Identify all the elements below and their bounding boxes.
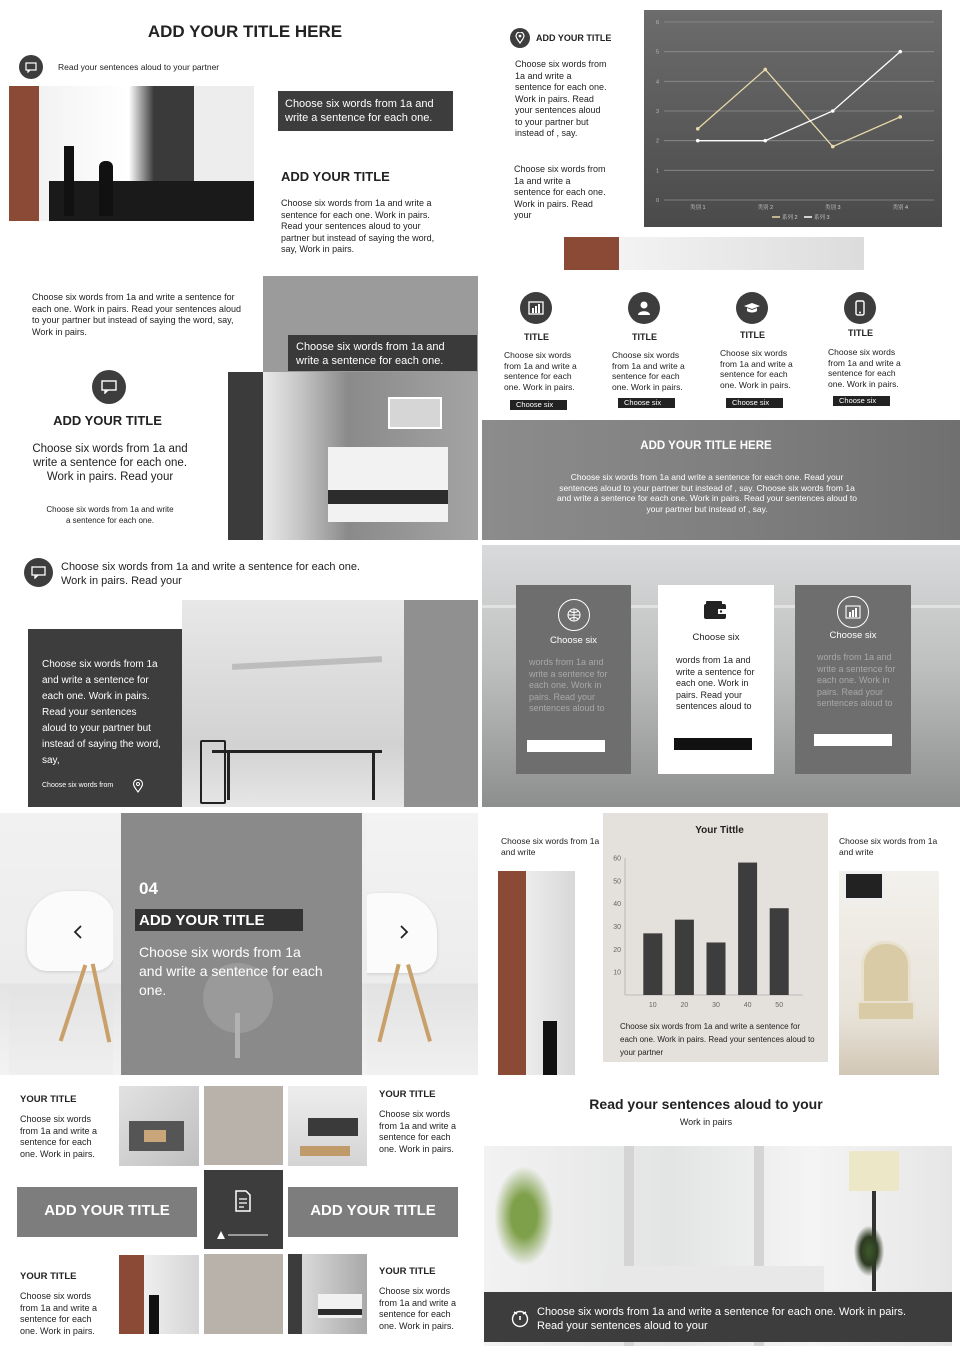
slide-10 <box>482 1080 960 1352</box>
slide-1-body: Choose six words from 1a and write a sentence for each one. Work in pairs. Read your sentences aloud to your partner but instead of saying the word, say, Work in pairs. <box>281 198 435 254</box>
bar-chart-panel <box>603 813 828 1062</box>
chevron-left-icon[interactable] <box>72 924 84 945</box>
y-tick-label: 6 <box>655 20 659 26</box>
y-tick-label: 4 <box>655 79 659 86</box>
globe-icon <box>558 599 590 631</box>
location-pin-icon <box>132 779 144 798</box>
slide-7-text: Choose six words from 1a and write a sentence for each one. <box>139 944 323 998</box>
tl-text: Choose six words from 1a and write a sentence for each one. Work in pairs. <box>20 1114 98 1159</box>
band-text: Choose six words from 1a and write a sentence for each one. Read your sentences aloud to your partner but instead of , say. Choose six words from 1a and write a sentence for each one. Work in pairs. Read your sentences aloud to your partner but instead of , say. <box>557 472 857 514</box>
staircase-photo-2 <box>119 1255 199 1334</box>
y-tick-label: 60 <box>613 855 621 863</box>
data-point <box>696 127 700 131</box>
item-button[interactable]: Choose six <box>618 398 675 408</box>
chart-icon <box>520 292 552 324</box>
chair-photo-left <box>9 813 113 1075</box>
bar <box>738 863 757 995</box>
slide-9 <box>0 1080 478 1352</box>
gray-band <box>482 420 960 540</box>
chart-caption: Choose six words from 1a and write a sentence for each one. Work in pairs. Read your sentences aloud to your partner <box>620 1022 815 1057</box>
logo-icon <box>217 1227 270 1237</box>
bar <box>675 920 694 995</box>
item-button[interactable]: Choose six <box>726 398 783 408</box>
bl-text: Choose six words from 1a and write a sentence for each one. Work in pairs. <box>20 1291 98 1336</box>
chat-icon <box>92 370 126 404</box>
y-tick-label: 1 <box>655 168 659 175</box>
living-room-photo-2 <box>288 1086 367 1166</box>
item-button[interactable]: Choose six <box>510 400 567 410</box>
timer-icon <box>510 1308 530 1333</box>
data-point <box>696 139 700 143</box>
slide-1-subtitle: Read your sentences aloud to your partner <box>58 62 220 72</box>
bar-chart <box>603 843 828 1043</box>
title-bar <box>135 909 303 931</box>
chat-icon <box>19 55 43 79</box>
bar <box>707 942 726 995</box>
slide-3 <box>0 276 478 540</box>
slide-5 <box>0 545 478 807</box>
item-title: TITLE <box>524 332 549 342</box>
data-point <box>763 68 767 72</box>
card-button[interactable] <box>527 740 605 752</box>
document-icon <box>234 1190 252 1217</box>
band-right-text: ADD YOUR TITLE <box>310 1202 436 1219</box>
slide-3-body-top: Choose six words from 1a and write a sentence for each one. Work in pairs. Read your sentences aloud to your partner but instead of saying the word, say, Work in pairs. <box>32 292 241 337</box>
data-point <box>898 115 902 119</box>
br-title: YOUR TITLE <box>379 1266 436 1277</box>
card-text: words from 1a and write a sentence for each one. Work in pairs. Read your sentences aloud to <box>817 652 896 708</box>
center-panel <box>121 813 362 1075</box>
slide-3-body-mid: Choose six words from 1a and write a sentence for each one. Work in pairs. Read your <box>32 443 188 483</box>
bedroom-photo-2 <box>288 1254 367 1334</box>
slide-3-body-small: Choose six words from 1a and write a sentence for each one. <box>46 505 174 525</box>
band-left <box>17 1187 197 1237</box>
slide-5-box <box>28 629 182 807</box>
slide-2-body1: Choose six words from 1a and write a sentence for each one. Work in pairs. Read your sentences aloud to your partner but instead of , say. <box>515 59 607 138</box>
slide-3-box: Choose six words from 1a and write a sentence for each one. <box>288 335 477 371</box>
item-text: Choose six words from 1a and write a sentence for each one. Work in pairs. <box>504 350 577 392</box>
chart-title: Your Tittle <box>695 825 744 836</box>
x-tick-label: 类别 2 <box>757 205 774 211</box>
staircase-photo <box>498 871 575 1075</box>
item-title: TITLE <box>740 330 765 340</box>
legend-label: 系列 3 <box>814 215 830 221</box>
line-chart-panel <box>644 10 942 227</box>
info-card <box>516 585 631 774</box>
card-text: words from 1a and write a sentence for each one. Work in pairs. Read your sentences aloud to <box>529 657 608 713</box>
x-tick-label: 40 <box>743 1002 752 1009</box>
card-title: Choose six <box>692 632 740 643</box>
bar <box>770 908 789 995</box>
band-title: ADD YOUR TITLE HERE <box>640 440 772 452</box>
taupe-tile <box>204 1254 283 1334</box>
y-tick-label: 3 <box>655 109 659 115</box>
bar-chart-icon <box>837 596 869 628</box>
card-title: Choose six <box>550 635 597 646</box>
tl-title: YOUR TITLE <box>20 1094 77 1105</box>
x-tick-label: 类别 4 <box>892 205 909 211</box>
slide-8-left-text: Choose six words from 1a and write <box>501 836 600 857</box>
x-tick-label: 50 <box>775 1002 784 1009</box>
bedroom-photo <box>228 372 478 540</box>
info-card <box>795 585 911 774</box>
slide-4 <box>482 276 960 540</box>
slide-5-box-text: Choose six words from 1a and write a sentence for each one. Work in pairs. Read your sentences aloud to your partner but instead of saying the word, say, <box>42 659 161 766</box>
center-logo-tile <box>204 1170 283 1249</box>
armchair-photo <box>839 871 939 1075</box>
data-point <box>831 109 835 113</box>
phone-icon <box>844 292 876 324</box>
chat-icon <box>24 558 53 587</box>
slide-5-footer: Choose six words from <box>42 782 114 789</box>
slide-5-heading: Choose six words from 1a and write a sentence for each one. Work in pairs. Read your <box>61 561 360 587</box>
item-text: Choose six words from 1a and write a sentence for each one. Work in pairs. <box>612 350 685 392</box>
card-text: words from 1a and write a sentence for each one. Work in pairs. Read your sentences aloud to <box>676 655 755 711</box>
slide-1-box: Choose six words from 1a and write a sentence for each one. <box>278 91 453 131</box>
graduation-cap-icon <box>736 292 768 324</box>
y-tick-label: 50 <box>613 878 621 886</box>
data-point <box>763 139 767 143</box>
dining-room-photo <box>182 600 478 807</box>
slide-1 <box>0 0 478 268</box>
y-tick-label: 10 <box>613 969 621 977</box>
slide-10-title: Read your sentences aloud to your <box>589 1096 823 1112</box>
y-tick-label: 30 <box>613 924 621 931</box>
x-tick-label: 类别 3 <box>824 205 841 211</box>
y-tick-label: 20 <box>613 946 621 954</box>
data-point <box>898 50 902 54</box>
y-tick-label: 0 <box>655 198 659 204</box>
item-text: Choose six words from 1a and write a sentence for each one. Work in pairs. <box>720 348 793 390</box>
item-text: Choose six words from 1a and write a sentence for each one. Work in pairs. <box>828 347 901 389</box>
x-tick-label: 20 <box>680 1002 689 1009</box>
slide-2 <box>482 0 960 270</box>
card-title: Choose six <box>829 630 877 641</box>
data-point <box>831 145 835 149</box>
band-right <box>288 1187 458 1237</box>
slide-2-heading: ADD YOUR TITLE <box>536 33 612 43</box>
slide-8 <box>482 813 960 1075</box>
slide-1-heading: ADD YOUR TITLE <box>281 169 390 184</box>
line-chart <box>644 10 942 227</box>
x-tick-label: 30 <box>712 1002 720 1009</box>
y-tick-label: 5 <box>655 49 659 56</box>
item-button[interactable]: Choose six <box>833 396 890 406</box>
tr-text: Choose six words from 1a and write a sentence for each one. Work in pairs. <box>379 1109 457 1154</box>
slide-1-title: ADD YOUR TITLE HERE <box>147 22 343 41</box>
bl-title: YOUR TITLE <box>20 1271 77 1282</box>
slide-7-title: ADD YOUR TITLE <box>139 912 265 929</box>
slide-7 <box>0 813 478 1075</box>
y-tick-label: 2 <box>655 138 659 145</box>
x-tick-label: 类别 1 <box>689 205 706 211</box>
interior-photo <box>9 86 254 221</box>
bottom-bar-text: Choose six words from 1a and write a sentence for each one. Work in pairs. Read your sentences aloud to your <box>537 1306 907 1332</box>
legend-label: 系列 2 <box>782 215 798 221</box>
bar <box>643 933 662 995</box>
bottom-bar <box>484 1292 952 1342</box>
slide-3-heading: ADD YOUR TITLE <box>53 413 162 428</box>
slide-2-body2: Choose six words from 1a and write a sentence for each one. Work in pairs. Read your <box>514 164 606 220</box>
card-button[interactable] <box>814 734 892 746</box>
card-button[interactable] <box>674 738 752 750</box>
tr-title: YOUR TITLE <box>379 1089 436 1100</box>
chevron-right-icon[interactable] <box>398 924 410 945</box>
y-tick-label: 40 <box>613 901 621 909</box>
item-title: TITLE <box>848 328 873 338</box>
band-left-text: ADD YOUR TITLE <box>44 1202 170 1219</box>
slide-7-number: 04 <box>139 879 158 898</box>
info-card <box>658 585 774 774</box>
chair-photo-right <box>367 813 478 1075</box>
series-line <box>698 52 901 141</box>
wallet-icon <box>700 599 730 628</box>
br-text: Choose six words from 1a and write a sentence for each one. Work in pairs. <box>379 1286 457 1331</box>
slide-8-right-text: Choose six words from 1a and write <box>839 836 938 857</box>
taupe-tile <box>204 1086 283 1165</box>
location-pin-icon <box>510 28 530 48</box>
brick-wall-photo <box>564 237 864 270</box>
slide-6 <box>482 545 960 807</box>
x-tick-label: 10 <box>648 1002 657 1009</box>
item-title: TITLE <box>632 332 657 342</box>
slide-10-subtitle: Work in pairs <box>679 1117 733 1127</box>
person-icon <box>628 292 660 324</box>
living-room-photo-1 <box>119 1086 199 1166</box>
